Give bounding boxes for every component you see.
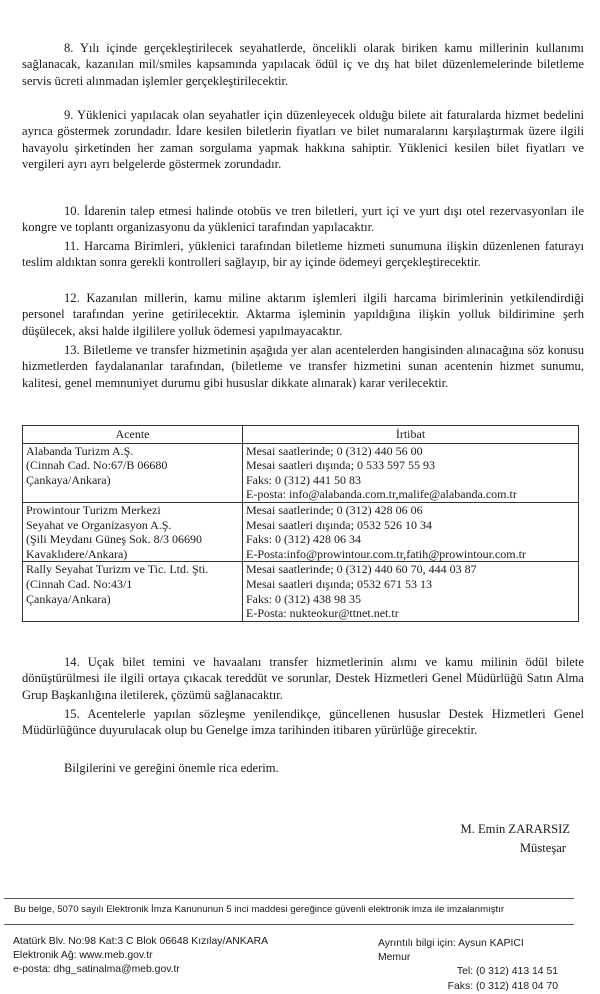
agency-line: Kavaklıdere/Ankara) — [26, 546, 128, 561]
agency-line: Rally Seyahat Turizm ve Tic. Ltd. Şti. — [26, 562, 209, 577]
contact-line: Faks: 0 (312) 428 06 34 — [246, 532, 361, 547]
signatory-title: Müsteşar — [519, 841, 566, 855]
paragraph-11: 11. Harcama Birimleri, yüklenici tarafından biletleme hizmeti sunumuna ilişkin düzenlenen faturayı teslim aldıktan sonra gerekli kontrolleri sağlayıp, bir ay içinde ödemeyi gerçekleştirecektir. — [22, 239, 584, 270]
agency-line: Prowintour Turizm Merkezi — [26, 502, 161, 517]
contact-line: Mesai saatlerinde; 0 (312) 440 60 70, 444 03 87 — [246, 562, 477, 577]
contact-line: Mesai saatlerinde; 0 (312) 428 06 06 — [246, 502, 423, 517]
agency-line: (Cinnah Cad. No:67/B 06680 — [26, 458, 168, 473]
footer-divider — [4, 924, 574, 925]
contact-email: E-Posta: nukteokur@ttnet.net.tr — [246, 606, 399, 621]
contact-line: Mesai saatleri dışında; 0 533 597 55 93 — [246, 458, 435, 473]
footer-info-contact: Ayrıntılı bilgi için: Aysun KAPICI Memur — [378, 938, 524, 964]
agency-line: Çankaya/Ankara) — [26, 472, 111, 487]
contact-cell — [243, 443, 579, 502]
table-header-agency: Acente — [23, 426, 243, 444]
paragraph-9: 9. Yüklenici yapılacak olan seyahatler için düzenleyecek olduğu bilete ait faturalarda hizmet bedelini ayrıca göstermek zorundadır. İdare kesilen biletlerin fiyatları ve bilet numaralarını karşılaştırmak üzere ilgili havayolu şirketinden her zaman sorgulama yapmak hakkına sahiptir. Yüklenici kesilen bilet fiyatları ve vergileri ayrı ayrı belgelerde göstermek zorundadır. — [22, 108, 584, 171]
agency-line: Çankaya/Ankara) — [26, 591, 111, 606]
footer-website[interactable]: Elektronik Ağ: www.meb.gov.tr — [13, 950, 153, 962]
paragraph-12: 12. Kazanılan millerin, kamu miline aktarım işlemleri ilgili harcama birimlerinin yetkilendirdiği personel tarafından yerine getirilecektir. Aktarma işleminin yapıldığına ilişkin yolluk bildirimine şerh düşülecek, aksi halde ilgililere yolluk ödemesi yapılmayacaktır. — [22, 291, 584, 338]
footer-divider — [4, 898, 574, 899]
footer-tel: Tel: (0 312) 413 14 51 — [456, 966, 558, 978]
paragraph-10: 10. İdarenin talep etmesi halinde otobüs ve tren biletleri, yurt içi ve yurt dışı otel rezervasyonları ile kongre ve toplantı organizasyonu da yüklenici tarafından yapılacaktır. — [22, 204, 584, 235]
contact-line: Faks: 0 (312) 441 50 83 — [246, 472, 361, 487]
contact-cell — [243, 502, 579, 561]
table-header-contact: İrtibat — [243, 426, 579, 444]
footer-address: Atatürk Blv. No:98 Kat:3 C Blok 06648 Kızılay/ANKARA — [13, 936, 269, 947]
contact-cell — [243, 562, 579, 621]
contact-email: E-Posta:info@prowintour.com.tr,fatih@prowintour.com.tr — [246, 546, 526, 561]
footer-email[interactable]: e-posta: dhg_satinalma@meb.gov.tr — [13, 964, 180, 976]
contact-email: E-posta: info@alabanda.com.tr,malife@alabanda.com.tr — [246, 487, 517, 502]
footer-address-block — [13, 935, 268, 978]
agency-line: (Cinnah Cad. No:43/1 — [26, 576, 133, 591]
contact-line: Mesai saatleri dışında; 0532 671 53 13 — [246, 576, 432, 591]
agency-cell — [23, 562, 243, 621]
table-row — [23, 443, 579, 502]
signature-block — [400, 820, 570, 858]
paragraph-13: 13. Biletleme ve transfer hizmetinin aşağıda yer alan acentelerden hangisinden alınacağına söz konusu hizmetlerden faydalananlar tarafından, (biletleme ve transfer hizmetini sunan acentenin hizmet sunumu, kalitesi, genel memnuniyet durumu gibi hususlar dikkate alınarak) karar verilecektir. — [22, 343, 584, 390]
signatory-name: M. Emin ZARARSIZ — [460, 822, 570, 836]
closing-sentence: Bilgilerini ve gereğini önemle rica ederim. — [64, 761, 279, 775]
table-row — [23, 502, 579, 561]
contact-line: Faks: 0 (312) 438 98 35 — [246, 591, 361, 606]
agency-cell — [23, 443, 243, 502]
agency-line: Alabanda Turizm A.Ş. — [26, 443, 134, 458]
contact-line: Mesai saatlerinde; 0 (312) 440 56 00 — [246, 443, 423, 458]
paragraph-15: 15. Acentelerle yapılan sözleşme yenilendikçe, güncellenen hususlar Destek Hizmetleri Genel Müdürlüğünce duyurulacak olup bu Genelge imza tarihinden itibaren yürürlüğe girecektir. — [22, 707, 584, 738]
agency-cell — [23, 502, 243, 561]
e-signature-note: Bu belge, 5070 sayılı Elektronik İmza Kanununun 5 inci maddesi gereğince güvenli elektronik imza ile imzalanmıştır — [14, 904, 505, 915]
paragraph-14: 14. Uçak bilet temini ve havaalanı transfer hizmetlerinin alımı ve kamu milinin ödül bilete dönüştürülmesi ile ilgili ortaya çıkacak tereddüt ve sorunlar, Destek Hizmetleri Genel Müdürlüğü Satın Alma Grup Başkanlığına iletilerek, çözümü sağlanacaktır. — [22, 655, 584, 702]
footer-contact-block — [378, 937, 558, 994]
paragraph-8: 8. Yılı içinde gerçekleştirilecek seyahatlerde, öncelikli olarak biriken kamu millerinin kullanımı sağlanacak, kazanılan mil/smiles kapsamında yapılacak ödül iç ve dış hat bilet düzenlemelerinde biletleme servis ücreti alınmadan işlemler gerçekleştirilecektir. — [22, 41, 584, 88]
agency-line: Seyahat ve Organizasyon A.Ş. — [26, 517, 172, 532]
agency-contact-table — [22, 425, 579, 622]
agency-line: (Şili Meydanı Güneş Sok. 8/3 06690 — [26, 532, 202, 547]
footer-fax: Faks: (0 312) 418 04 70 — [447, 980, 558, 992]
contact-line: Mesai saatleri dışında; 0532 526 10 34 — [246, 517, 432, 532]
table-header-row — [23, 426, 579, 444]
table-row — [23, 562, 579, 621]
